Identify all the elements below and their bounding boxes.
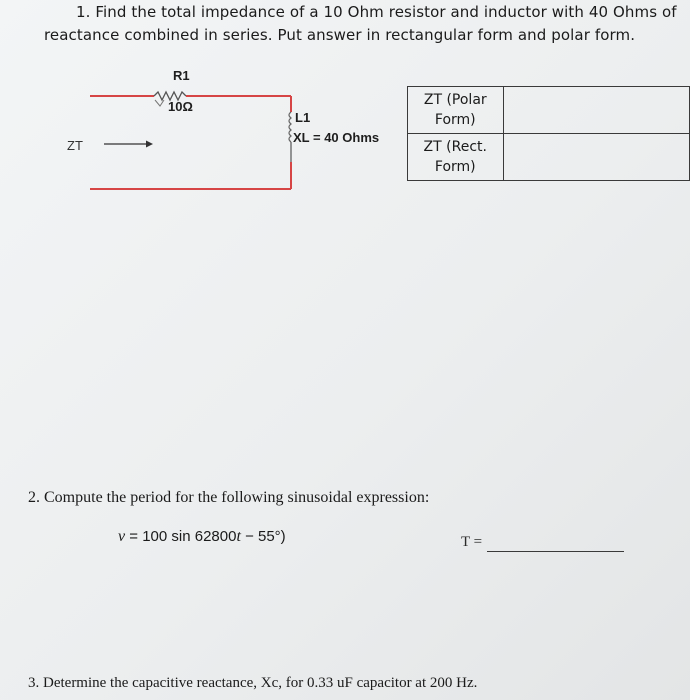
resistor-value-label: 10Ω [168,99,193,114]
zt-arrow-head [146,141,153,148]
zt-label: ZT [67,138,83,153]
inductor-name-label: L1 [295,110,311,125]
rect-form-label-line-2: Form) [434,159,476,175]
polar-form-label-cell [408,87,504,134]
resistor-terminal-mark [155,100,164,106]
rect-form-label-cell [408,134,504,181]
rect-form-row [408,134,690,181]
question-2-formula [118,528,286,546]
question-3-prompt: 3. Determine the capacitive reactance, Xc, for 0.33 uF capacitor at 200 Hz. [28,675,478,691]
formula-expression: = 100 sin 62800 [125,528,237,545]
polar-form-row [408,87,690,134]
polar-form-answer-cell[interactable] [503,87,689,134]
inductor-l1-symbol [289,112,291,142]
resistor-name-label: R1 [173,68,190,83]
question-1-line-2: reactance combined in series. Put answer in rectangular form and polar form. [44,26,636,44]
polar-form-label-line-2: Form) [434,112,476,128]
question-1-line-1: 1. Find the total impedance of a 10 Ohm resistor and inductor with 40 Ohms of [76,3,677,21]
rect-form-label-line-1: ZT (Rect. [423,139,487,155]
question-2-prompt: 2. Compute the period for the following sinusoidal expression: [28,489,430,506]
answer-table [407,86,690,181]
polar-form-label-line-1: ZT (Polar [423,92,487,108]
rect-form-answer-cell[interactable] [503,134,689,181]
period-answer-label: T = [461,534,483,550]
period-answer-blank[interactable] [487,551,624,552]
inductor-reactance-label: XL = 40 Ohms [293,130,380,145]
formula-variable-t: t [236,528,241,545]
formula-variable-v: v [118,528,126,545]
formula-phase: − 55°) [240,528,286,545]
